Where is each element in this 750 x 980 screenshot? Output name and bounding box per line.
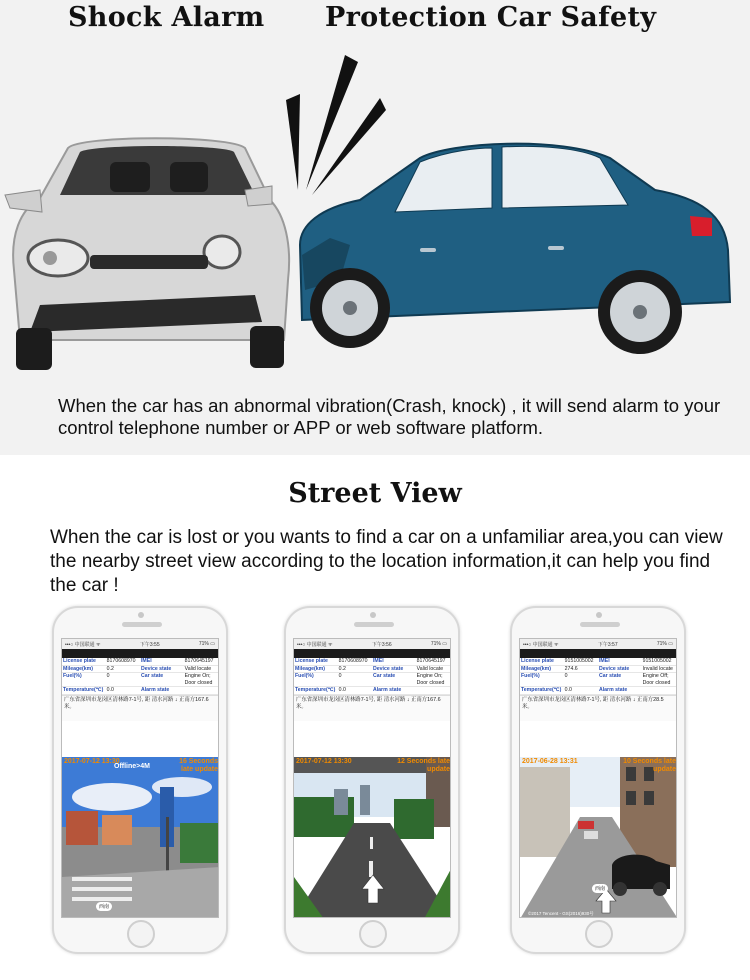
- street-view-title: Street View: [288, 478, 462, 509]
- home-button[interactable]: [127, 920, 155, 948]
- home-button[interactable]: [359, 920, 387, 948]
- phone-screen: [519, 638, 677, 918]
- white-car: [5, 138, 289, 370]
- label-temperature: Temperature(℃): [295, 687, 336, 693]
- label-alarm-state: Alarm state: [598, 687, 628, 693]
- vehicle-info-table: [62, 658, 218, 695]
- camera-dot: [138, 612, 144, 618]
- location-address: 广东省深圳市龙岗区清林路7-1号, 距 清水河路 ↓ 正南方28.5米。: [520, 695, 676, 721]
- status-bar: [520, 639, 676, 649]
- street-view-date: 2017-07-12 13:30: [296, 758, 352, 765]
- value-license-plate: 8170608970: [338, 658, 368, 664]
- update-delay: 12 Seconds late update: [397, 758, 450, 773]
- label-fuel: Fuel(%): [521, 673, 540, 679]
- label-fuel: Fuel(%): [63, 673, 82, 679]
- value-fuel: 0: [338, 673, 342, 679]
- battery-label: 71% ▭: [430, 641, 447, 647]
- label-alarm-state: Alarm state: [140, 687, 170, 693]
- street-view-date: 2017-07-12 13:30: [64, 758, 120, 765]
- table-row: [520, 658, 676, 665]
- status-time: 下午3:56: [371, 641, 392, 648]
- label-mileage: Mileage(km): [295, 665, 325, 672]
- phone-mockup-1: [52, 606, 228, 954]
- label-imei: IMEI: [140, 658, 152, 664]
- street-view-image[interactable]: [294, 757, 451, 918]
- table-row: [294, 673, 450, 687]
- value-alarm-state: [642, 687, 676, 695]
- home-button[interactable]: [585, 920, 613, 948]
- status-bar: [62, 639, 218, 649]
- street-scene-drawing: [294, 757, 451, 918]
- value-imei: 8170645197: [184, 658, 214, 664]
- label-temperature: Temperature(℃): [63, 687, 104, 693]
- label-imei: IMEI: [372, 658, 384, 664]
- value-imei: 9151005002: [642, 658, 672, 664]
- label-device-state: Device state: [372, 665, 404, 672]
- label-device-state: Device state: [140, 665, 172, 672]
- label-alarm-state: Alarm state: [372, 687, 402, 693]
- value-mileage: 0.2: [106, 665, 114, 672]
- label-car-state: Car state: [598, 673, 622, 679]
- phone-mockup-2: [284, 606, 460, 954]
- update-delay: 10 Seconds late update: [623, 758, 676, 773]
- value-imei: 8170645197: [416, 658, 446, 664]
- street-view-date: 2017-06-28 13:31: [522, 758, 578, 765]
- update-delay: 16 Seconds late update: [179, 758, 218, 773]
- battery-label: 71% ▭: [656, 641, 673, 647]
- camera-dot: [370, 612, 376, 618]
- value-device-state: Valid locate: [416, 665, 444, 672]
- speaker-slot: [354, 622, 394, 627]
- impact-line-1: [286, 94, 300, 190]
- value-license-plate: 8170608970: [106, 658, 136, 664]
- value-fuel: 0: [106, 673, 110, 679]
- table-row: [62, 658, 218, 665]
- street-view-image[interactable]: [520, 757, 677, 918]
- label-car-state: Car state: [140, 673, 164, 679]
- label-temperature: Temperature(℃): [521, 687, 562, 693]
- vehicle-info-table: [520, 658, 676, 695]
- speaker-slot: [122, 622, 162, 627]
- label-device-state: Device state: [598, 665, 630, 672]
- speaker-slot: [580, 622, 620, 627]
- location-address: 广东省深圳市龙岗区清林路7-1号, 距 清水河路 ↓ 正南方167.6米。: [294, 695, 450, 721]
- value-car-state: Engine On; Door closed: [416, 673, 445, 686]
- table-row: [294, 665, 450, 673]
- carrier-label: •••○ 中国联通 ᯤ: [65, 641, 101, 648]
- carrier-label: •••○ 中国联通 ᯤ: [297, 641, 333, 648]
- table-row: [62, 687, 218, 695]
- table-row: [520, 665, 676, 673]
- value-mileage: 274.6: [564, 665, 578, 672]
- shock-alarm-description: When the car has an abnormal vibration(Crash, knock) , it will send alarm to your control telephone number or APP or web software platform.: [58, 395, 721, 438]
- vehicle-info-table: [294, 658, 450, 695]
- table-row: [294, 687, 450, 695]
- status-time: 下午3:55: [139, 641, 160, 648]
- label-mileage: Mileage(km): [521, 665, 551, 672]
- table-row: [62, 673, 218, 687]
- value-temperature: 0.0: [106, 687, 114, 693]
- value-mileage: 0.2: [338, 665, 346, 672]
- offline-status: Offline>4M: [114, 763, 150, 770]
- value-fuel: 0: [564, 673, 568, 679]
- shock-alarm-banner: [0, 0, 750, 455]
- headline-protection: Protection Car Safety: [325, 2, 657, 33]
- table-row: [62, 665, 218, 673]
- direction-tag[interactable]: 西南: [592, 884, 608, 893]
- app-nav-bar: [294, 649, 450, 658]
- blue-car: [300, 144, 730, 354]
- headline-shock-alarm: Shock Alarm: [68, 2, 265, 33]
- value-temperature: 0.0: [564, 687, 572, 693]
- value-car-state: Engine Off; Door closed: [642, 673, 671, 686]
- label-imei: IMEI: [598, 658, 610, 664]
- value-temperature: 0.0: [338, 687, 346, 693]
- location-address: 广东省深圳市龙岗区清林路7-1号, 距 清水河路 ↓ 正南方167.6米。: [62, 695, 218, 721]
- value-alarm-state: [184, 687, 218, 695]
- label-mileage: Mileage(km): [63, 665, 93, 672]
- street-view-description: When the car is lost or you wants to find a car on a unfamiliar area,you can view the nearby street view according to the location information,it can help you find the car !: [50, 527, 723, 596]
- street-view-image[interactable]: [62, 757, 219, 918]
- phone-mockup-3: [510, 606, 686, 954]
- table-row: [520, 673, 676, 687]
- crash-illustration: [0, 40, 750, 385]
- battery-label: 71% ▭: [198, 641, 215, 647]
- app-nav-bar: [62, 649, 218, 658]
- table-row: [520, 687, 676, 695]
- label-car-state: Car state: [372, 673, 396, 679]
- label-license-plate: License plate: [521, 658, 554, 664]
- table-row: [294, 658, 450, 665]
- value-device-state: Invalid locate: [642, 665, 673, 672]
- phone-screen: [61, 638, 219, 918]
- map-copyright: ©2017 Tencent - GS(2016)930号: [528, 911, 594, 916]
- camera-dot: [596, 612, 602, 618]
- label-fuel: Fuel(%): [295, 673, 314, 679]
- value-license-plate: 9151005002: [564, 658, 594, 664]
- status-time: 下午3:57: [597, 641, 618, 648]
- phone-screen: [293, 638, 451, 918]
- app-nav-bar: [520, 649, 676, 658]
- value-alarm-state: [416, 687, 450, 695]
- value-device-state: Valid locate: [184, 665, 212, 672]
- value-car-state: Engine On; Door closed: [184, 673, 213, 686]
- status-bar: [294, 639, 450, 649]
- label-license-plate: License plate: [63, 658, 96, 664]
- carrier-label: •••○ 中国联通 ᯤ: [523, 641, 559, 648]
- direction-tag[interactable]: 西南: [96, 902, 112, 911]
- street-scene-drawing: [520, 757, 677, 918]
- street-scene-drawing: [62, 757, 219, 918]
- label-license-plate: License plate: [295, 658, 328, 664]
